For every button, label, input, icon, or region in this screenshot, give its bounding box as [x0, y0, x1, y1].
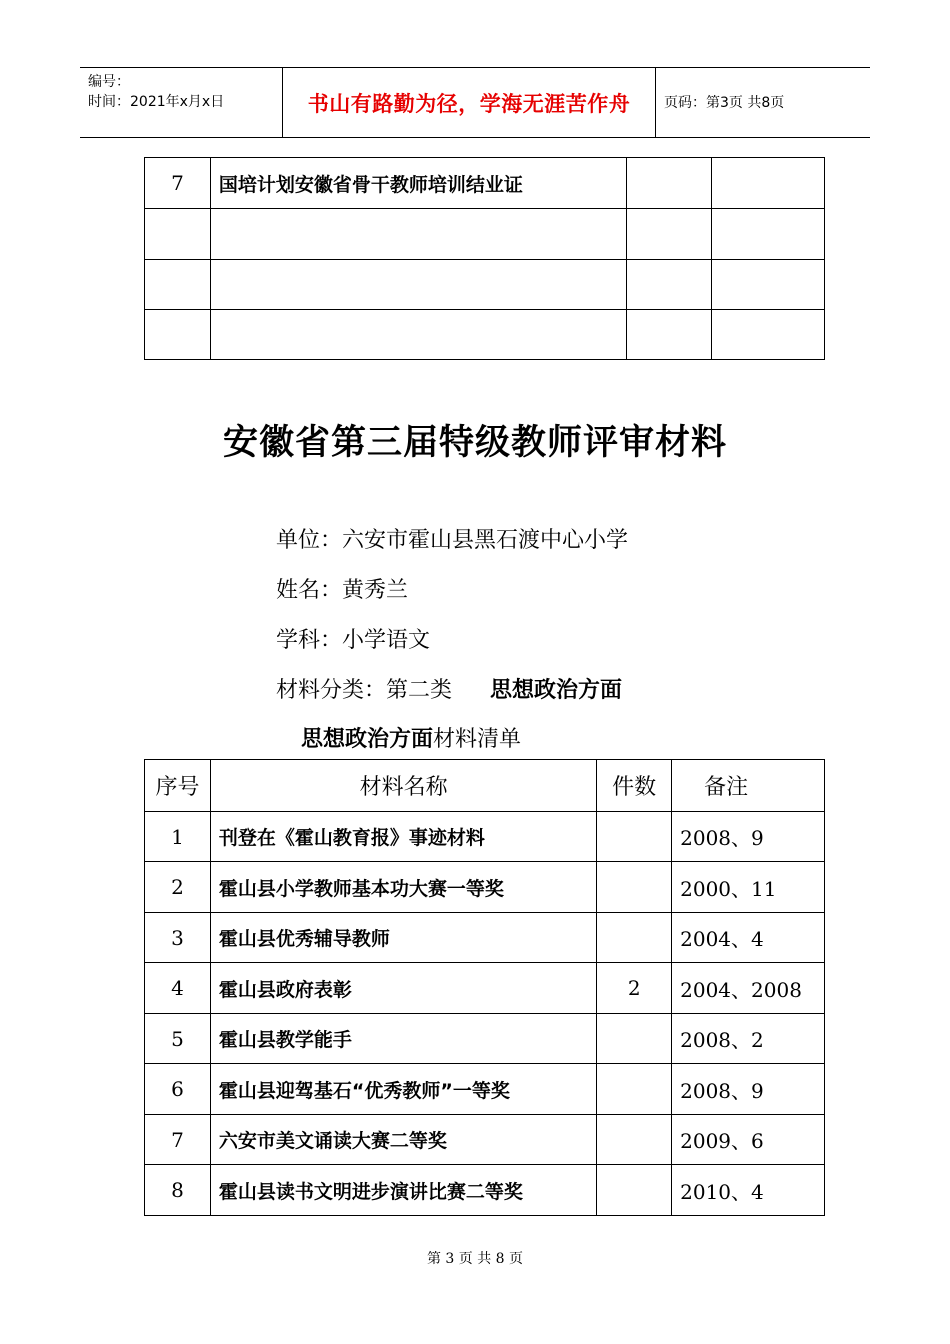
row-num — [145, 209, 211, 260]
table-row — [145, 1165, 825, 1216]
category-bold: 思想政治方面 — [490, 678, 623, 703]
table-row — [145, 260, 825, 310]
row-name: 霍山县读书文明进步演讲比赛二等奖 — [210, 1165, 596, 1216]
row-name: 霍山县小学教师基本功大赛一等奖 — [210, 862, 596, 913]
row-note — [712, 260, 825, 310]
row-num: 6 — [145, 1064, 211, 1115]
table-row — [145, 158, 825, 209]
list-heading-bold: 思想政治方面 — [301, 727, 434, 752]
row-count — [597, 1064, 672, 1115]
row-count — [597, 913, 672, 963]
row-name — [210, 260, 626, 310]
header-page-cell — [656, 68, 870, 137]
subject-line: 学科：小学语文 — [276, 628, 431, 653]
row-count — [627, 209, 712, 260]
table-row — [145, 862, 825, 913]
top-table — [144, 157, 825, 360]
page-header — [80, 67, 870, 138]
row-name: 霍山县教学能手 — [210, 1014, 596, 1064]
page-info: 页码：第3页 共8页 — [664, 94, 785, 111]
row-note: 2004、4 — [672, 913, 825, 963]
row-count — [627, 158, 712, 209]
row-note — [712, 209, 825, 260]
row-count — [597, 862, 672, 913]
table-row — [145, 209, 825, 260]
row-note: 2008、2 — [672, 1014, 825, 1064]
header-note: 备注 — [672, 760, 825, 812]
table-row — [145, 1014, 825, 1064]
row-name — [210, 209, 626, 260]
row-count: 2 — [597, 963, 672, 1014]
row-name — [210, 310, 626, 360]
code-label: 编号： — [88, 74, 130, 90]
header-name: 材料名称 — [210, 760, 596, 812]
row-num — [145, 260, 211, 310]
row-note — [712, 158, 825, 209]
row-note: 2004、2008 — [672, 963, 825, 1014]
materials-table — [144, 759, 825, 1216]
unit-line: 单位：六安市霍山县黑石渡中心小学 — [276, 528, 629, 553]
row-name: 六安市美文诵读大赛二等奖 — [210, 1115, 596, 1165]
row-count — [597, 812, 672, 862]
table-row — [145, 812, 825, 862]
header-meta — [80, 68, 283, 137]
row-note: 2010、4 — [672, 1165, 825, 1216]
category-line — [276, 673, 622, 704]
row-note — [712, 310, 825, 360]
document-title: 安徽省第三届特级教师评审材料 — [222, 423, 727, 463]
row-num: 7 — [145, 1115, 211, 1165]
row-num: 3 — [145, 913, 211, 963]
row-num: 4 — [145, 963, 211, 1014]
name-line: 姓名：黄秀兰 — [276, 578, 409, 603]
row-name: 霍山县政府表彰 — [210, 963, 596, 1014]
row-count — [597, 1115, 672, 1165]
table-header-row — [145, 760, 825, 812]
row-num: 7 — [145, 158, 211, 209]
page-footer: 第 3 页 共 8 页 — [426, 1251, 524, 1267]
row-name: 国培计划安徽省骨干教师培训结业证 — [210, 158, 626, 209]
row-num: 8 — [145, 1165, 211, 1216]
row-count — [627, 310, 712, 360]
time-label: 时间：2021年x月x日 — [88, 94, 225, 110]
row-name: 刊登在《霍山教育报》事迹材料 — [210, 812, 596, 862]
row-num: 2 — [145, 862, 211, 913]
row-count — [627, 260, 712, 310]
table-row — [145, 1115, 825, 1165]
header-motto-cell — [283, 68, 656, 137]
motto: 书山有路勤为径，学海无涯苦作舟 — [307, 91, 631, 116]
row-note: 2008、9 — [672, 1064, 825, 1115]
row-count — [597, 1014, 672, 1064]
row-num: 5 — [145, 1014, 211, 1064]
row-note: 2009、6 — [672, 1115, 825, 1165]
table-row — [145, 913, 825, 963]
row-name: 霍山县优秀辅导教师 — [210, 913, 596, 963]
row-count — [597, 1165, 672, 1216]
list-heading — [301, 722, 521, 753]
category-label: 材料分类：第二类 — [276, 678, 453, 703]
row-note: 2008、9 — [672, 812, 825, 862]
row-name: 霍山县迎驾基石“优秀教师”一等奖 — [210, 1064, 596, 1115]
header-num: 序号 — [145, 760, 211, 812]
table-row — [145, 310, 825, 360]
list-heading-label: 材料清单 — [433, 727, 522, 752]
table-row — [145, 1064, 825, 1115]
table-row — [145, 963, 825, 1014]
row-num — [145, 310, 211, 360]
header-count: 件数 — [597, 760, 672, 812]
row-note: 2000、11 — [672, 862, 825, 913]
row-num: 1 — [145, 812, 211, 862]
